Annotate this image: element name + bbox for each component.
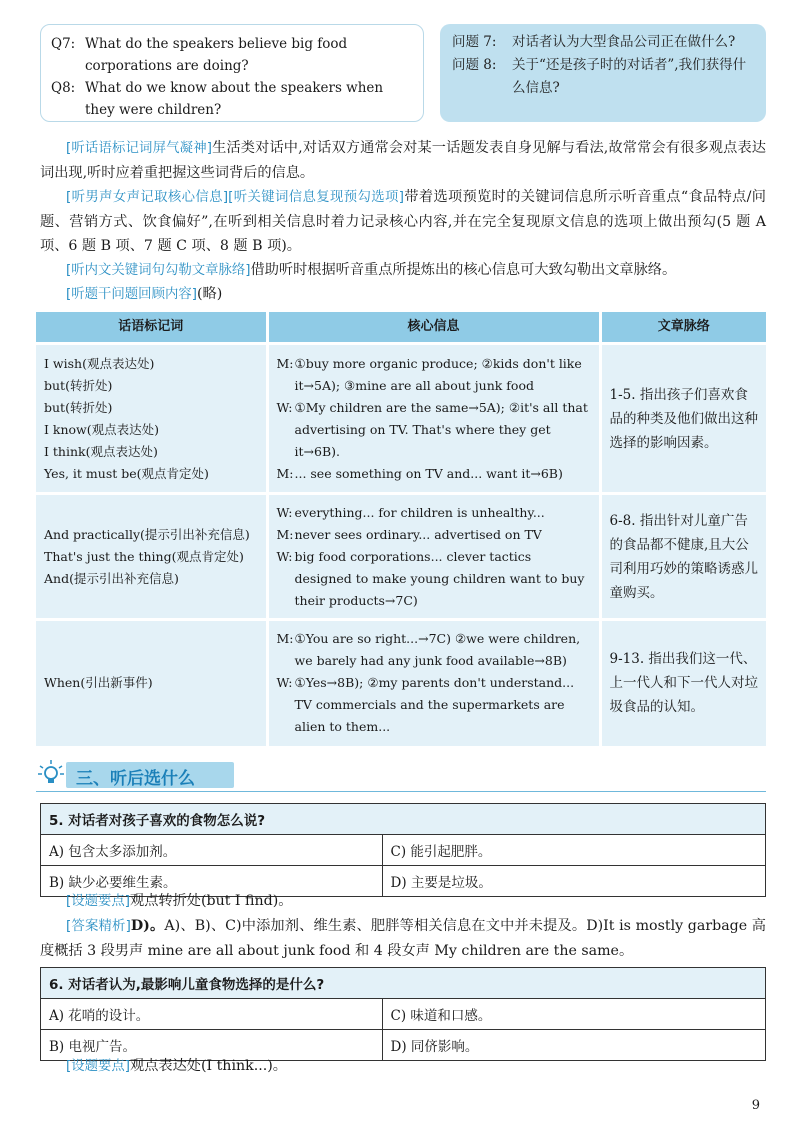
question-8-en [51, 77, 413, 121]
question-text: What do the speakers believe big food corporations are doing? [85, 36, 348, 74]
table-header-row [36, 312, 766, 344]
speaker-label: W: [276, 675, 293, 691]
section-tag: [听内文关键词句勾勒文章脉络] [66, 263, 251, 278]
option-a[interactable]: A) 包含太多添加剂。 [41, 835, 383, 866]
marker-item: And practically(提示引出补充信息) [44, 526, 250, 542]
markers-cell [36, 620, 267, 746]
questions-english-box [40, 24, 424, 122]
info-text: ①My children are the same→5A); ②it's all that advertising on TV. That's where they get it→6B). [294, 399, 588, 459]
info-line [277, 524, 591, 546]
question-text: 对话者认为大型食品公司正在做什么? [512, 34, 736, 50]
q6-point [40, 1054, 766, 1079]
marker-item: but(转折处) [44, 399, 113, 415]
question-7-en [51, 33, 413, 77]
context-cell: 9-13. 指出我们这一代、上一代人和下一代人对垃圾食品的认知。 [600, 620, 766, 746]
option-a[interactable]: A) 花哨的设计。 [41, 999, 383, 1030]
marker-item: I think(观点表达处) [44, 443, 158, 459]
column-header: 话语标记词 [36, 312, 267, 344]
questions-chinese-box [440, 24, 766, 122]
marker-item: I wish(观点表达处) [44, 355, 155, 371]
speaker-label: W: [276, 399, 293, 415]
info-text: everything... for children is unhealthy... [294, 504, 545, 520]
paragraph-context [40, 258, 766, 283]
info-line [277, 463, 591, 485]
lightbulb-icon [36, 758, 66, 790]
speaker-label: M: [276, 465, 294, 481]
markers-cell [36, 344, 267, 494]
info-line [277, 353, 591, 397]
section-tag: [设题要点] [66, 1059, 131, 1074]
info-text: ①You are so right...→7C) ②we were children, we barely had any junk food available→8B) [294, 631, 581, 669]
context-cell: 1-5. 指出孩子们喜欢食品的种类及他们做出这种选择的影响因素。 [600, 344, 766, 494]
question-number: 问题 7: [452, 34, 497, 50]
section-tag: [听关键词信息复现预勾选项] [228, 190, 404, 205]
column-header: 文章脉络 [600, 312, 766, 344]
marker-item: When(引出新事件) [44, 675, 153, 691]
page-number: 9 [751, 1098, 760, 1113]
speaker-label: M: [276, 526, 294, 542]
column-header: 核心信息 [267, 312, 600, 344]
marker-item: I know(观点表达处) [44, 421, 160, 437]
section-tag: [设题要点] [66, 894, 131, 909]
info-text: big food corporations... clever tactics designed to make young children want to buy their products→7C) [294, 548, 585, 608]
paragraph-text: 带着选项预览时的关键词信息所示听音重点“食品特点/问题、营销方式、饮食偏好”,在听到相关信息时着力记录核心内容,并在完全复现原文信息的选项上做出预勾(5 题 A 项、6 题 B 项、7 题 C 项、8 题 B 项)。 [40, 189, 766, 254]
question-8-zh [452, 54, 754, 100]
question-number: 问题 8: [452, 57, 497, 73]
markers-cell [36, 494, 267, 620]
question-text: 关于“还是孩子时的对话者”,我们获得什么信息? [512, 57, 747, 96]
paragraph-review [40, 282, 766, 307]
speaker-label: M: [276, 631, 294, 647]
info-text: ... see something on TV and... want it→6B) [294, 465, 563, 481]
question-text: What do we know about the speakers when they were children? [85, 80, 384, 118]
info-cell [267, 344, 600, 494]
paragraph-text: 生活类对话中,对话双方通常会对某一话题发表自身见解与看法,故常常会有很多观点表达词出现,听时应着重把握这些词背后的信息。 [40, 140, 766, 181]
question-5-table [40, 803, 766, 897]
paragraph-core-info [40, 185, 766, 258]
info-text: ①buy more organic produce; ②kids don't like it→5A); ③mine are all about junk food [294, 355, 582, 393]
option-b[interactable]: B) 缺少必要维生素。 [41, 866, 383, 897]
paragraph-text: A)、B)、C)中添加剂、维生素、肥胖等相关信息在文中并未提及。D)It is mostly garbage 高度概括 3 段男声 mine are all about junk food 和 4 段女声 My children are the same。 [40, 918, 766, 959]
q5-answer [40, 914, 766, 963]
table-row [36, 344, 766, 494]
section-divider [36, 791, 766, 792]
speaker-label: W: [276, 548, 293, 564]
marker-item: And(提示引出补充信息) [44, 570, 179, 586]
info-cell [267, 620, 600, 746]
option-c[interactable]: C) 能引起肥胖。 [382, 835, 765, 866]
analysis-table [36, 312, 766, 746]
table-row [36, 494, 766, 620]
option-b[interactable]: B) 电视广告。 [41, 1030, 383, 1061]
section-tag: [听题干问题回顾内容] [66, 287, 197, 302]
paragraph-text: 观点转折处(but I find)。 [130, 893, 293, 909]
marker-item: That's just the thing(观点肯定处) [44, 548, 244, 564]
question-number: Q8: [51, 80, 76, 96]
info-text: ①Yes→8B); ②my parents don't understand... TV commercials and the supermarkets are alien to them... [294, 675, 575, 735]
answer-key: D)。 [130, 918, 165, 934]
speaker-label: M: [276, 355, 294, 371]
question-7-zh [452, 31, 754, 54]
info-cell [267, 494, 600, 620]
info-line [277, 546, 591, 612]
question-6-table [40, 967, 766, 1061]
q5-point [40, 889, 766, 914]
marker-item: but(转折处) [44, 377, 113, 393]
info-text: never sees ordinary... advertised on TV [294, 526, 542, 542]
option-d[interactable]: D) 主要是垃圾。 [382, 866, 765, 897]
section-title: 三、听后选什么 [76, 769, 195, 789]
paragraph-text: 借助听时根据听音重点所提炼出的核心信息可大致勾勒出文章脉络。 [250, 262, 677, 278]
info-line [277, 502, 591, 524]
question-number: Q7: [51, 36, 76, 52]
section-tag: [答案精析] [66, 919, 131, 934]
section-tag: [听男声女声记取核心信息] [66, 190, 229, 205]
option-d[interactable]: D) 同侪影响。 [382, 1030, 765, 1061]
paragraph-markers [40, 136, 766, 185]
marker-item: Yes, it must be(观点肯定处) [44, 465, 209, 481]
paragraph-text: (略) [196, 286, 223, 302]
speaker-label: W: [276, 504, 293, 520]
question-stem: 5. 对话者对孩子喜欢的食物怎么说? [41, 804, 766, 835]
info-line [277, 672, 591, 738]
section-heading [36, 758, 766, 792]
info-line [277, 397, 591, 463]
info-line [277, 628, 591, 672]
paragraph-text: 观点表达处(I think...)。 [130, 1058, 287, 1074]
option-c[interactable]: C) 味道和口感。 [382, 999, 765, 1030]
context-cell: 6-8. 指出针对儿童广告的食品都不健康,且大公司利用巧妙的策略诱惑儿童购买。 [600, 494, 766, 620]
question-stem: 6. 对话者认为,最影响儿童食物选择的是什么? [41, 968, 766, 999]
section-tag: [听话语标记词屏气凝神] [66, 141, 212, 156]
table-row [36, 620, 766, 746]
